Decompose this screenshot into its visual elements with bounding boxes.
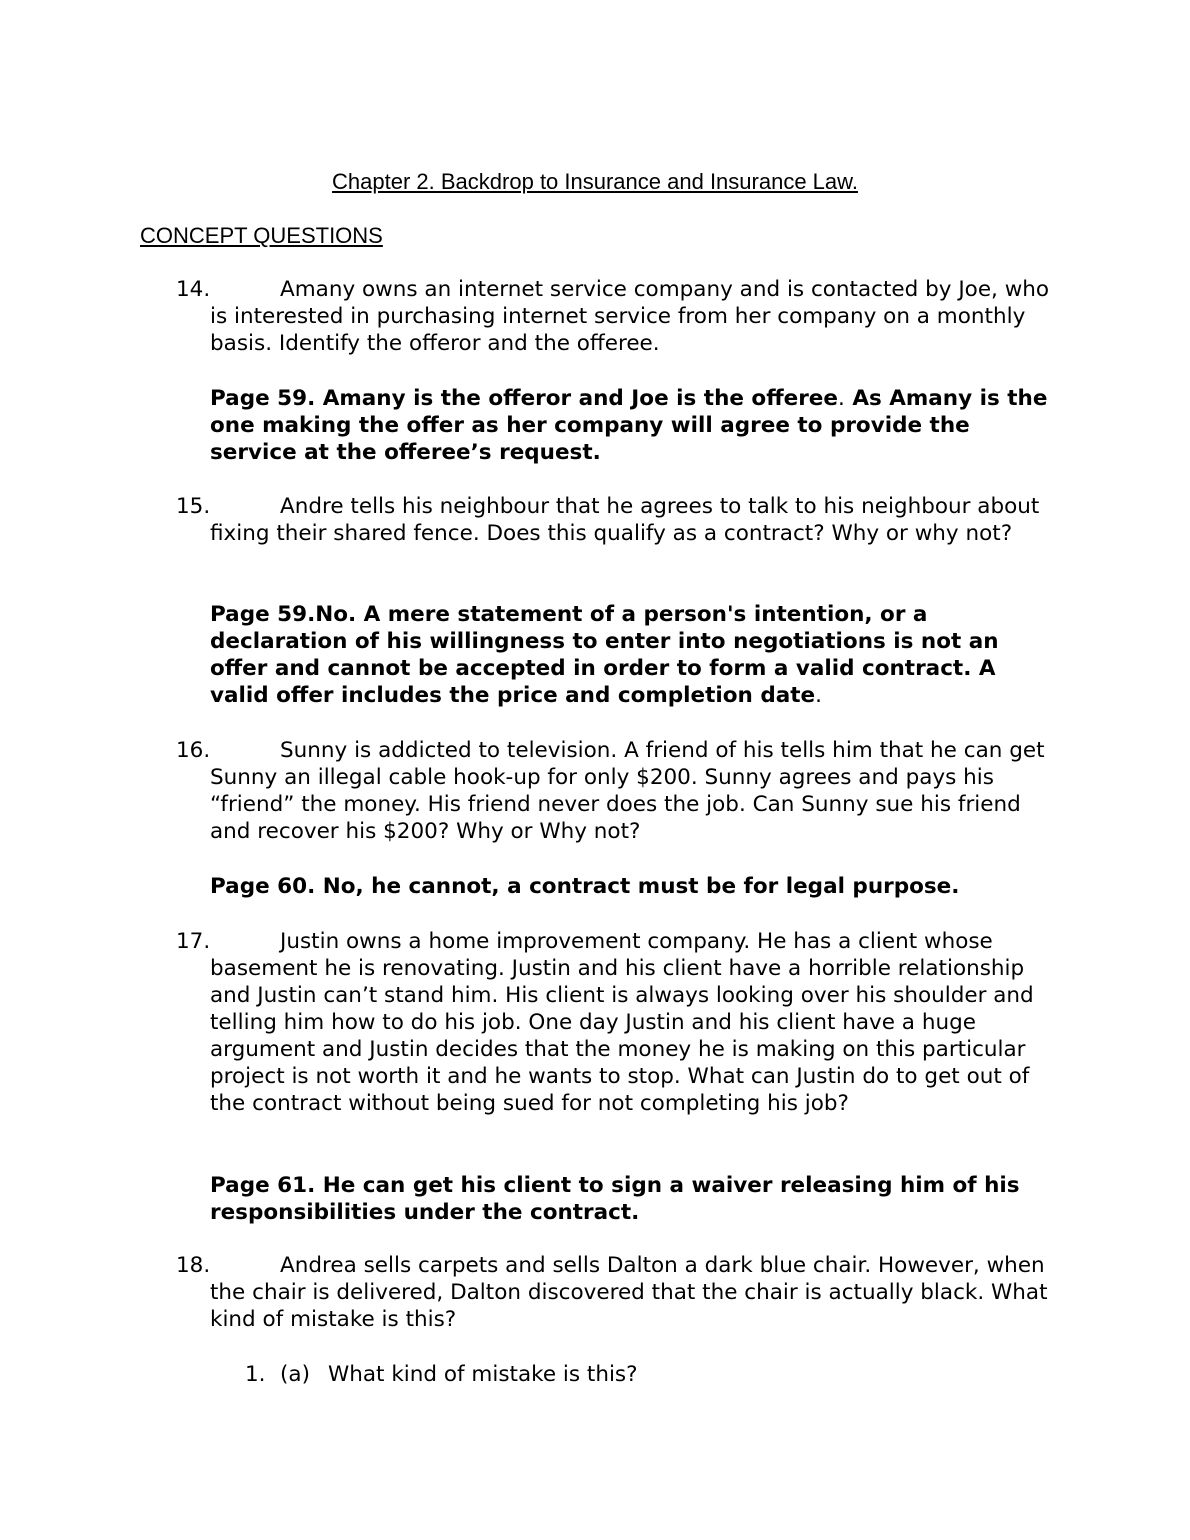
chapter-title: Chapter 2. Backdrop to Insurance and Insurance Law. [332,169,858,194]
question-text: Sunny is addicted to television. A friend of his tells him that he can get Sunny an illegal cable hook-up for only $200. Sunny agrees and pays his “friend” the money. His friend never does the job. Can Sunny sue his friend and recover his $200? Why or Why not? [210,738,1045,844]
question-number: 14. [176,277,211,302]
question-number: 18. [176,1253,211,1278]
answer-text: Page 59.No. A mere statement of a person's intention, or a declaration of his willingness to enter into negotiations is not an offer and cannot be accepted in order to form a valid contract. A valid offer includes the price and completion date [210,602,999,708]
question-text: Justin owns a home improvement company. He has a client whose basement he is renovating. Justin and his client have a horrible relationship and Justin can’t stand him. His client is always looking over his shoulder and telling him how to do his job. One day Justin and his client have a huge argument and Justin decides that the money he is making on this particular project is not worth it and he wants to stop. What can Justin do to get out of the contract without being sued for not completing his job? [210,929,1034,1116]
question-14 [176,276,1056,357]
sub-item-text: What kind of mistake is this? [328,1362,638,1387]
sub-item-letter: (a) [280,1362,310,1387]
answer-15 [210,601,1060,709]
question-18 [176,1252,1056,1333]
question-text: Andrea sells carpets and sells Dalton a dark blue chair. However, when the chair is delivered, Dalton discovered that the chair is actually black. What kind of mistake is this? [210,1253,1048,1332]
answer-text: Page 61. He can get his client to sign a waiver releasing him of his responsibilities under the contract. [210,1173,1020,1225]
sub-item-1a [245,1361,638,1388]
question-number: 16. [176,738,211,763]
answer-punct: . [837,386,845,411]
answer-16 [210,873,1060,900]
question-17 [176,928,1056,1117]
question-15 [176,493,1056,547]
answer-text: Page 59. Amany is the offeror and Joe is the offeree [210,386,838,411]
sub-item-number: 1. [245,1362,266,1387]
question-text: Amany owns an internet service company and is contacted by Joe, who is interested in purchasing internet service from her company on a monthly basis. Identify the offeror and the offeree. [210,277,1050,356]
answer-text: Page 60. No, he cannot, a contract must be for legal purpose. [210,874,960,899]
question-number: 15. [176,494,211,519]
answer-punct: . [815,683,822,708]
question-number: 17. [176,929,211,954]
question-16 [176,737,1056,845]
question-text: Andre tells his neighbour that he agrees to talk to his neighbour about fixing their shared fence. Does this qualify as a contract? Why or why not? [210,494,1040,546]
section-heading: CONCEPT QUESTIONS [140,223,383,248]
answer-17 [210,1172,1060,1226]
answer-14 [210,385,1060,466]
answer-text-cont: As Amany is the one making the offer as her company will agree to provide the service at the offeree’s request. [210,386,1048,465]
